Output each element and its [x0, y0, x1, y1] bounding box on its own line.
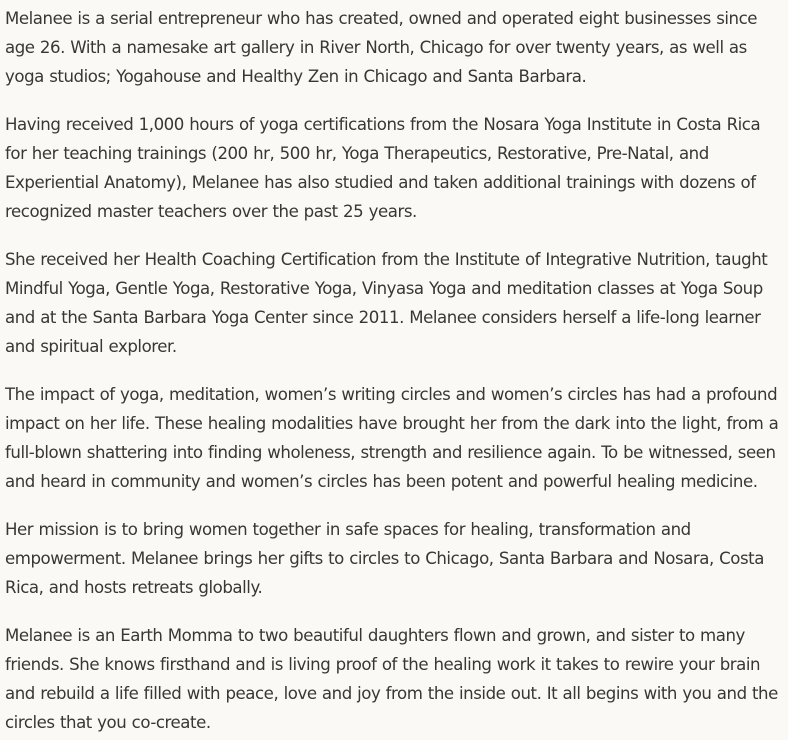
bio-paragraph-4: The impact of yoga, meditation, women’s writing circles and women’s circles has had a profound impact on her life. These healing modalities have brought her from the dark into the light, from a full-blown shattering into finding wholeness, strength and resilience again. To be witnessed, seen and heard in community and women’s circles has been potent and powerful healing medicine. — [5, 385, 779, 491]
bio-paragraph-2: Having received 1,000 hours of yoga certifications from the Nosara Yoga Institute in Costa Rica for her teaching trainings (200 hr, 500 hr, Yoga Therapeutics, Restorative, Pre-Natal, and Experiential Anatomy), Melanee has also studied and taken additional trainings with dozens of recognized master teachers over the past 25 years. — [5, 115, 761, 221]
bio-paragraph-5: Her mission is to bring women together in safe spaces for healing, transformation and empowerment. Melanee brings her gifts to circles to Chicago, Santa Barbara and Nosara, Costa Rica, and hosts retreats globally. — [5, 520, 764, 597]
bio-paragraph-3: She received her Health Coaching Certification from the Institute of Integrative Nutrition, taught Mindful Yoga, Gentle Yoga, Restorative Yoga, Vinyasa Yoga and meditation classes at Yoga Soup and at the Santa Barbara Yoga Center since 2011. Melanee considers herself a life-long learner and spiritual explorer. — [5, 250, 768, 356]
bio-paragraph-6: Melanee is an Earth Momma to two beautiful daughters flown and grown, and sister to many friends. She knows firsthand and is living proof of the healing work it takes to rewire your brain and rebuild a life filled with peace, love and joy from the inside out. It all begins with you and the circles that you co-create. — [5, 626, 778, 732]
bio-paragraph-1: Melanee is a serial entrepreneur who has created, owned and operated eight businesses since age 26. With a namesake art gallery in River North, Chicago for over twenty years, as well as yoga studios; Yogahouse and Healthy Zen in Chicago and Santa Barbara. — [5, 9, 758, 86]
